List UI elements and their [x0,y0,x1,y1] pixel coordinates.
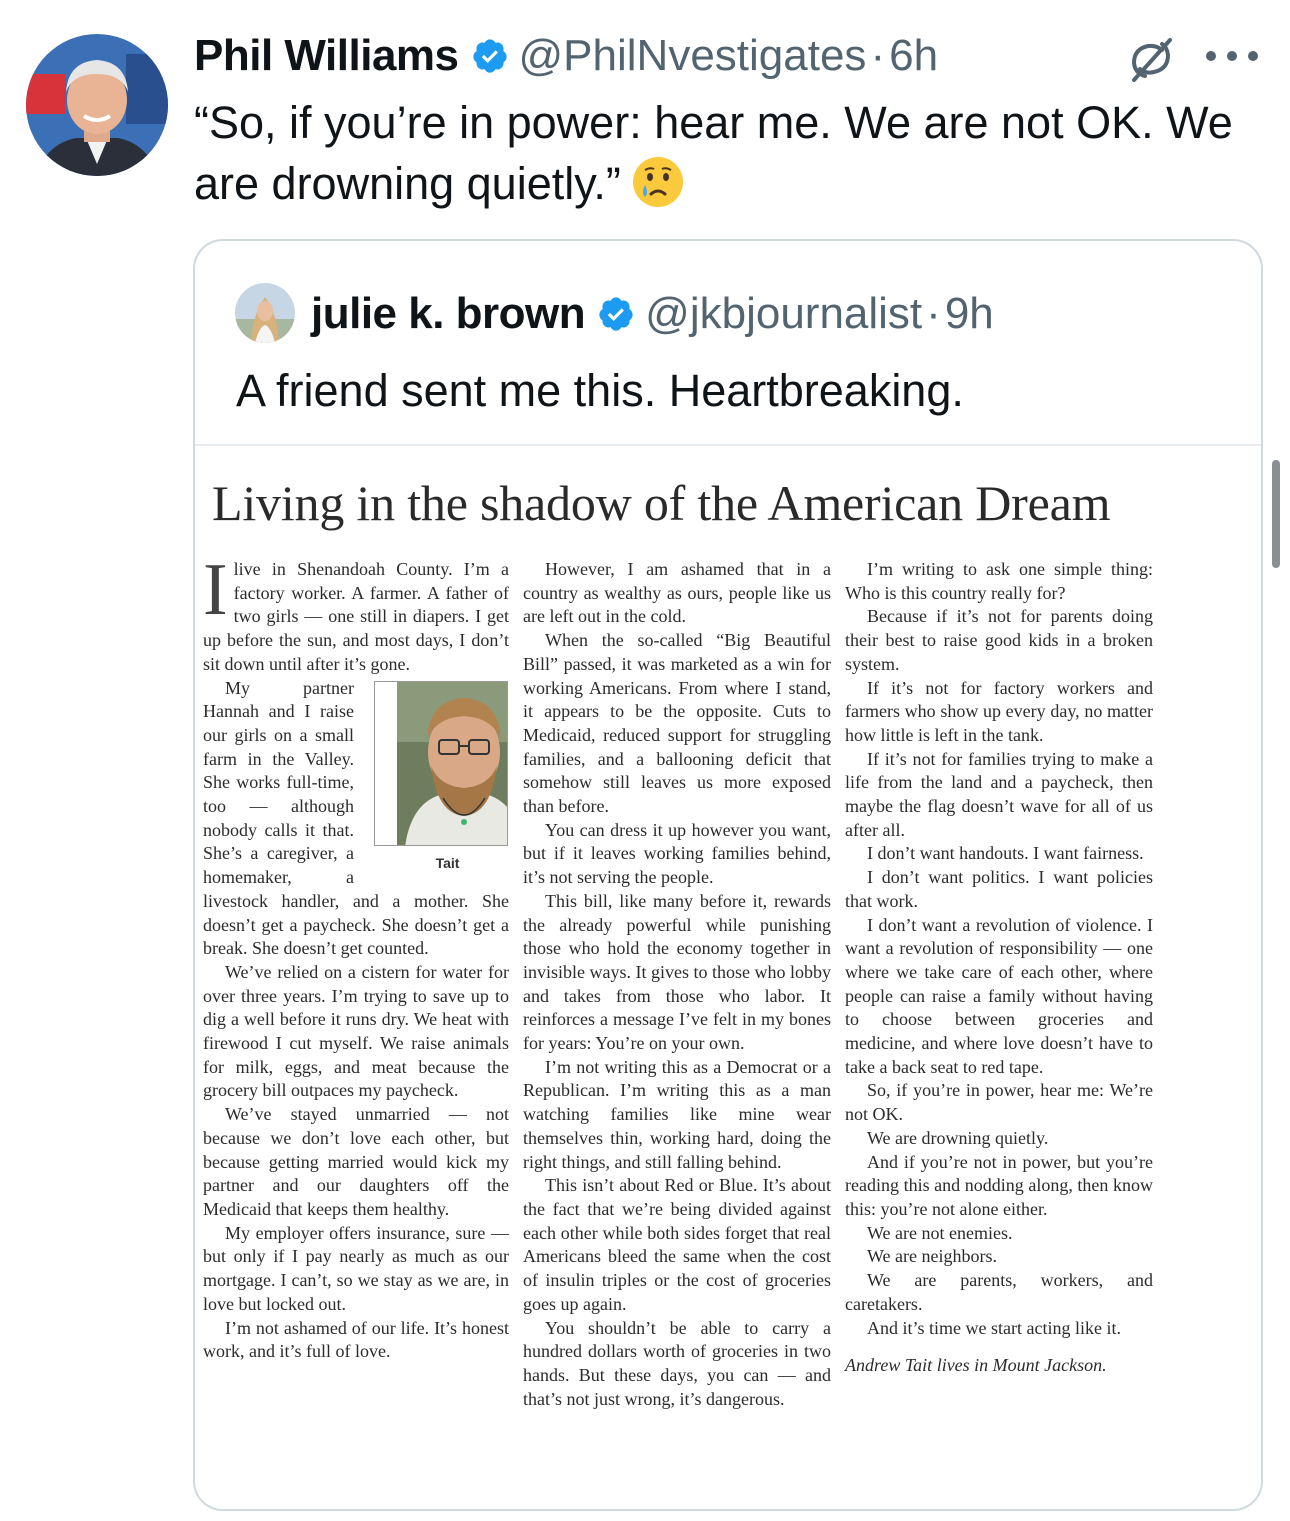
article-paragraph: However, I am ashamed that in a country as wealthy as ours, people like us are left out in the cold. [523,559,831,627]
article-paragraph: My employer offers insurance, sure — but only if I pay nearly as much as our mortgage. I can’t, so we stay as we are, in love but locked out. [203,1222,509,1314]
article-paragraph: And if you’re not in power, but you’re reading this and nodding along, then know this: you’re not alone either. [845,1151,1153,1219]
article-paragraph: When the so-called “Big Beautiful Bill” passed, it was marketed as a win for working Americans. From where I stand, it appears to be the opposite. Cuts to Medicaid, reduced support for struggling families, and a ballooning deficit that somehow still leaves us more exposed than before. [523,630,831,817]
author-photo [374,681,508,846]
grok-icon[interactable] [1126,36,1176,82]
article-paragraph: We are neighbors. [867,1246,997,1267]
crying-face-emoji-icon [631,155,685,209]
article-paragraph: I’m not writing this as a Democrat or a Republican. I’m writing this as a man watching families like mine wear themselves thin, working hard, doing the right things, and still falling behind. [523,1056,831,1172]
author-name[interactable]: Phil Williams [194,31,459,80]
article-column-3 [845,558,1153,1378]
article-paragraph: I don’t want politics. I want policies that work. [845,867,1153,911]
article-headline: Living in the shadow of the American Dream [212,475,1111,531]
article-paragraph: I don’t want handouts. I want fairness. [867,843,1144,864]
article-paragraph: I’m writing to ask one simple thing: Who is this country really for? [845,559,1153,603]
newspaper-clipping-image[interactable] [195,446,1263,1511]
quoted-tweet-card[interactable] [193,239,1263,1511]
article-paragraph: If it’s not for factory workers and farmers who show up every day, no matter how little is left in the tank. [845,677,1153,745]
tweet-header [194,28,1274,84]
article-column-1 [203,549,509,1364]
article-paragraph: You can dress it up however you want, but if it leaves working families behind, it’s not serving the people. [523,819,831,888]
article-byline: Andrew Tait lives in Mount Jackson. [845,1355,1107,1376]
quoted-tweet-timestamp[interactable]: 9h [944,289,994,338]
separator-dot: · [926,289,941,338]
more-options-icon[interactable] [1204,49,1260,63]
article-paragraph: I don’t want a revolution of violence. I want a revolution of responsibility — one where we take care of each other, where people can raise a family without having to choose between groceries and medicine, and where love doesn’t have to take a back seat to red tape. [845,914,1153,1077]
photo-caption: Tait [435,854,460,871]
verified-badge-icon [471,37,509,75]
verified-badge-icon [597,295,635,333]
article-paragraph: Because if it’s not for parents doing their best to raise good kids in a broken system. [845,606,1153,674]
quoted-tweet-header [311,285,994,343]
quoted-tweet-text: A friend sent me this. Heartbreaking. [236,365,964,416]
article-paragraph: If it’s not for families trying to make a life from the land and a paycheck, then maybe the flag doesn’t wave for all of us after all. [845,748,1153,840]
article-paragraph: This isn’t about Red or Blue. It’s about the fact that we’re being divided against each other while both sides forget that real Americans bleed the same when the cost of insulin triples or the cost of groceries goes up again. [523,1175,831,1314]
tweet-text-content: “So, if you’re in power: hear me. We are not OK. We are drowning quietly.” [194,97,1233,209]
tweet-text [194,92,1254,214]
author-handle[interactable]: @PhilNvestigates [518,31,867,80]
quoted-author-handle[interactable]: @jkbjournalist [645,289,923,338]
article-paragraph: We are not enemies. [867,1222,1013,1243]
drop-cap: I [203,549,228,631]
article-column-2 [523,558,831,1411]
article-paragraph: So, if you’re in power, hear me: We’re not OK. [845,1080,1153,1125]
author-photo-figure [364,681,509,876]
quoted-author-name[interactable]: julie k. brown [311,289,586,338]
article-paragraph: Ilive in Shenandoah County. I’m a factory worker. A farmer. A father of two girls — one still in diapers. I get up before the sun, and most days, I don’t sit down until after it’s gone. [203,549,509,674]
article-paragraph: We are parents, workers, and caretakers. [845,1270,1153,1314]
author-avatar[interactable] [26,34,168,176]
quoted-author-avatar[interactable] [235,283,295,343]
article-paragraph: We’ve stayed unmarried — not because we don’t love each other, but because getting married would kick my partner and our daughters off the Medicaid that keeps them healthy. [203,1104,509,1219]
article-paragraph: And it’s time we start acting like it. [867,1317,1121,1338]
article-paragraph: I’m not ashamed of our life. It’s honest work, and it’s full of love. [203,1317,509,1362]
separator-dot: · [870,31,886,80]
scrollbar-thumb[interactable] [1272,460,1280,568]
article-paragraph: This bill, like many before it, rewards the already powerful while punishing those who hold the economy together in invisible ways. It gives to those who lobby and takes from those who labor. It reinforces a message I’ve felt in my bones for years: You’re on your own. [523,890,831,1054]
article-paragraph: We’ve relied on a cistern for water for over three years. I’m trying to save up to dig a well before it runs dry. We heat with firewood I cut myself. We raise animals for milk, eggs, and meat because the grocery bill outpaces my paycheck. [203,961,509,1101]
article-paragraph: You shouldn’t be able to carry a hundred dollars worth of groceries in two hands. But these days, you can — and that’s not just wrong, it’s dangerous. [523,1317,831,1409]
article-paragraph: We are drowning quietly. [867,1127,1049,1148]
tweet-timestamp[interactable]: 6h [889,31,939,80]
article-paragraph: Tait My partner Hannah and I raise our girls on a small farm in the Valley. She works full-time, too — although nobody calls it that. She’s a caregiver, a homemaker, a livestock handler, and a mother. She doesn’t get a paycheck. She doesn’t get a break. She doesn’t get counted. [203,677,509,961]
